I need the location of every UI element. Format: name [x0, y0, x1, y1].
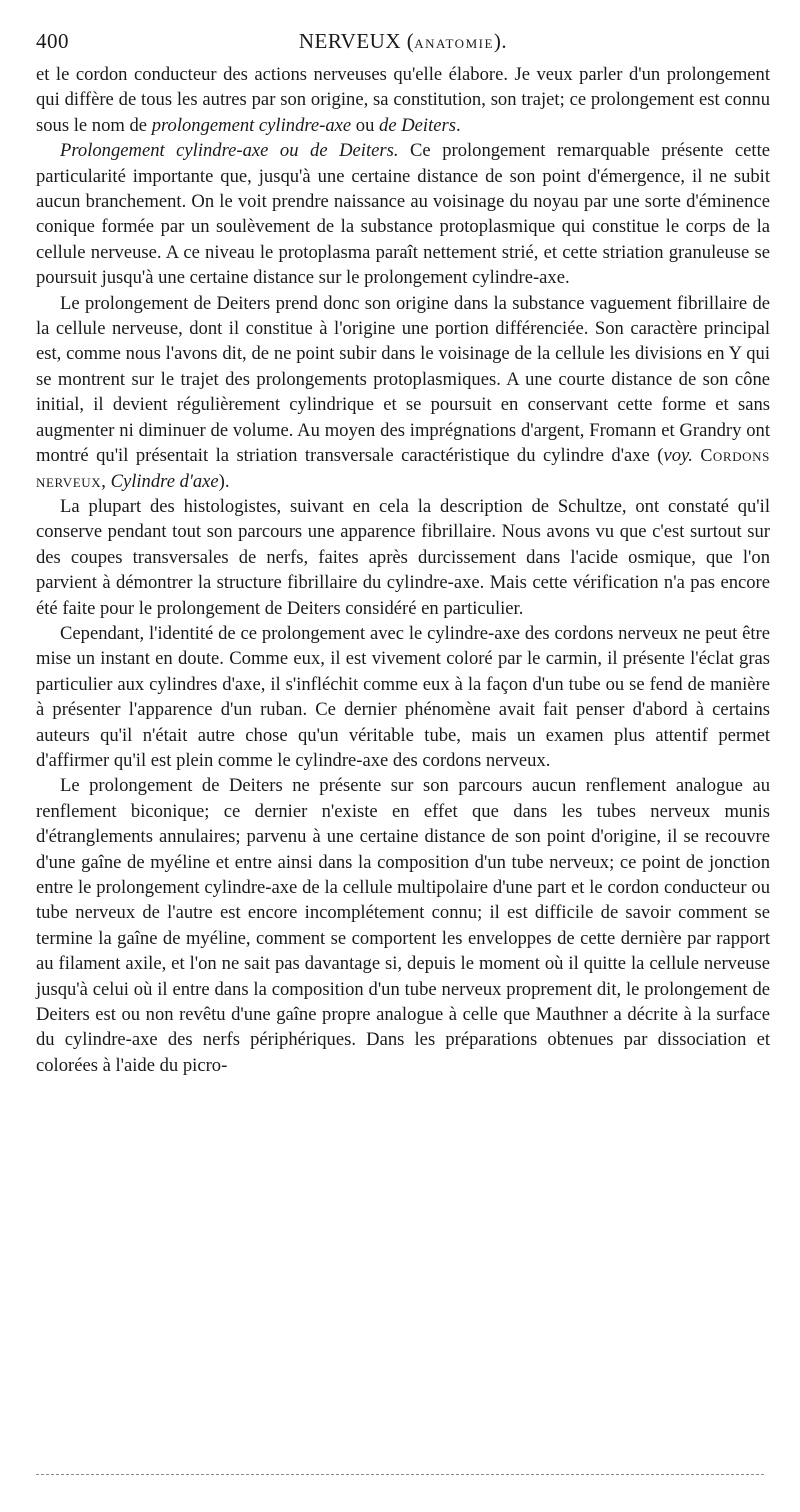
paragraph-4-text: La plupart des histologistes, suivant en cela la description de Schultze, ont constaté qu'il conserve pendant tout son parcours une apparence fibrillaire. Nous avons vu que c'est surtout sur des coupes transversales de nerfs, faites après durcissement dans l'acide osmique, que l'on parvient à démontrer la structure fibrillaire du cylindre-axe. Mais cette vérification n'a pas encore été faite pour le prolongement de Deiters considéré en particulier.: [36, 495, 770, 619]
reference-cylindre-d-axe: Cylindre d'axe: [110, 470, 219, 492]
reference-cordons-nerveux: Cordons nerveux: [36, 445, 770, 491]
title-paren-close: ).: [493, 29, 508, 53]
paragraph-6-text: Le prolongement de Deiters ne présente sur son parcours aucun renflement analogue au renflement biconique; ce dernier n'existe en effet que dans les tubes nerveux munis d'étranglements annulaires; parvenu à une certaine distance de son point d'origine, il se recouvre d'une gaîne de myéline et entre ainsi dans la composition d'un tube nerveux; ce point de jonction entre le prolongement cylindre-axe de la cellule multipolaire d'une part et le cordon conducteur ou tube nerveux de l'autre est encore incomplétement connu; il est difficile de savoir comment se termine la gaîne de myéline, comment se comportent les enveloppes de cette dernière par rapport au filament axile, et l'on ne sait pas davantage si, depuis le moment où il quitte la cellule nerveuse jusqu'à celui où il entre dans la composition d'un tube nerveux proprement dit, le prolongement de Deiters est ou non revêtu d'une gaîne propre analogue à celle que Mauthner a décrite à la surface du cylindre-axe des nerfs périphériques. Dans les préparations obtenues par dissociation et colorées à l'aide du picro-: [36, 775, 770, 1076]
reference-voy: voy.: [663, 445, 693, 467]
title-paren-open: (: [406, 29, 415, 53]
paragraph-1-end: .: [455, 114, 461, 136]
term-de-deiters: de Deiters: [379, 114, 456, 136]
body-text: [36, 62, 770, 1078]
paragraph-1-conj: ou: [351, 114, 380, 136]
paragraph-3: [36, 291, 770, 494]
paragraph-3-comma: ,: [101, 470, 111, 492]
paragraph-1-text: et le cordon conducteur des actions nerveuses qu'elle élabore. Je veux parler d'un prolongement qui diffère de tous les autres par son origine, sa constitution, son trajet; ce prolongement est connu sous le nom de: [36, 64, 770, 136]
running-title: [36, 24, 770, 61]
paragraph-3-text: Le prolongement de Deiters prend donc son origine dans la substance vaguement fibrillaire de la cellule nerveuse, dont il constitue à l'origine une portion différenciée. Son caractère principal est, comme nous l'avons dit, de ne point subir dans le voisinage de la cellule les divisions en Y qui se montrent sur le trajet des prolongements protoplasmiques. A une courte distance de son cône initial, il devient régulièrement cylindrique et se poursuit en conservant cette forme et sans augmenter ni diminuer de volume. Au moyen des imprégnations d'argent, Fromann et Grandry ont montré qu'il présentait la striation transversale caractéristique du cylindre d'axe (: [36, 292, 770, 467]
paragraph-5: [36, 621, 770, 773]
page-number: 400: [36, 29, 69, 53]
running-title-main: NERVEUX: [298, 29, 401, 53]
paragraph-5-text: Cependant, l'identité de ce prolongement avec le cylindre-axe des cordons nerveux ne peut être mise un instant en doute. Comme eux, il est vivement coloré par le carmin, il présente l'éclat gras particulier aux cylindres d'axe, il s'infléchit comme eux à la façon d'un tube ou se fend de manière à présenter l'apparence d'un ruban. Ce dernier phénomène avait fait penser d'abord à certains auteurs qu'il n'était autre chose qu'un véritable tube, mais un examen plus attentif permet d'affirmer qu'il est plein comme le cylindre-axe des cordons nerveux.: [36, 622, 770, 771]
paragraph-6: [36, 773, 770, 1078]
paragraph-2-text: Ce prolongement remarquable présente cette particularité importante que, jusqu'à une certaine distance de son point d'émergence, il ne subit aucun branchement. On le voit prendre naissance au voisinage du noyau par une sorte d'éminence conique formée par un soulèvement de la substance protoplasmique qui constitue le corps de la cellule nerveuse. A ce niveau le protoplasma paraît nettement strié, et cette striation granuleuse se poursuit jusqu'à une certaine distance sur le prolongement cylindre-axe.: [36, 140, 770, 289]
term-prolongement-cylindre-axe: prolongement cylindre-axe: [151, 114, 352, 136]
section-heading: Prolongement cylindre-axe ou de Deiters.: [60, 140, 399, 162]
paragraph-1: [36, 62, 770, 138]
page: [36, 24, 770, 1078]
paragraph-2: [36, 138, 770, 290]
paragraph-3-end: ).: [218, 470, 230, 492]
paragraph-4: [36, 494, 770, 621]
footer-rule: [36, 1474, 764, 1475]
running-title-sub: ANATOMIE: [414, 36, 494, 51]
running-header: [36, 24, 770, 58]
